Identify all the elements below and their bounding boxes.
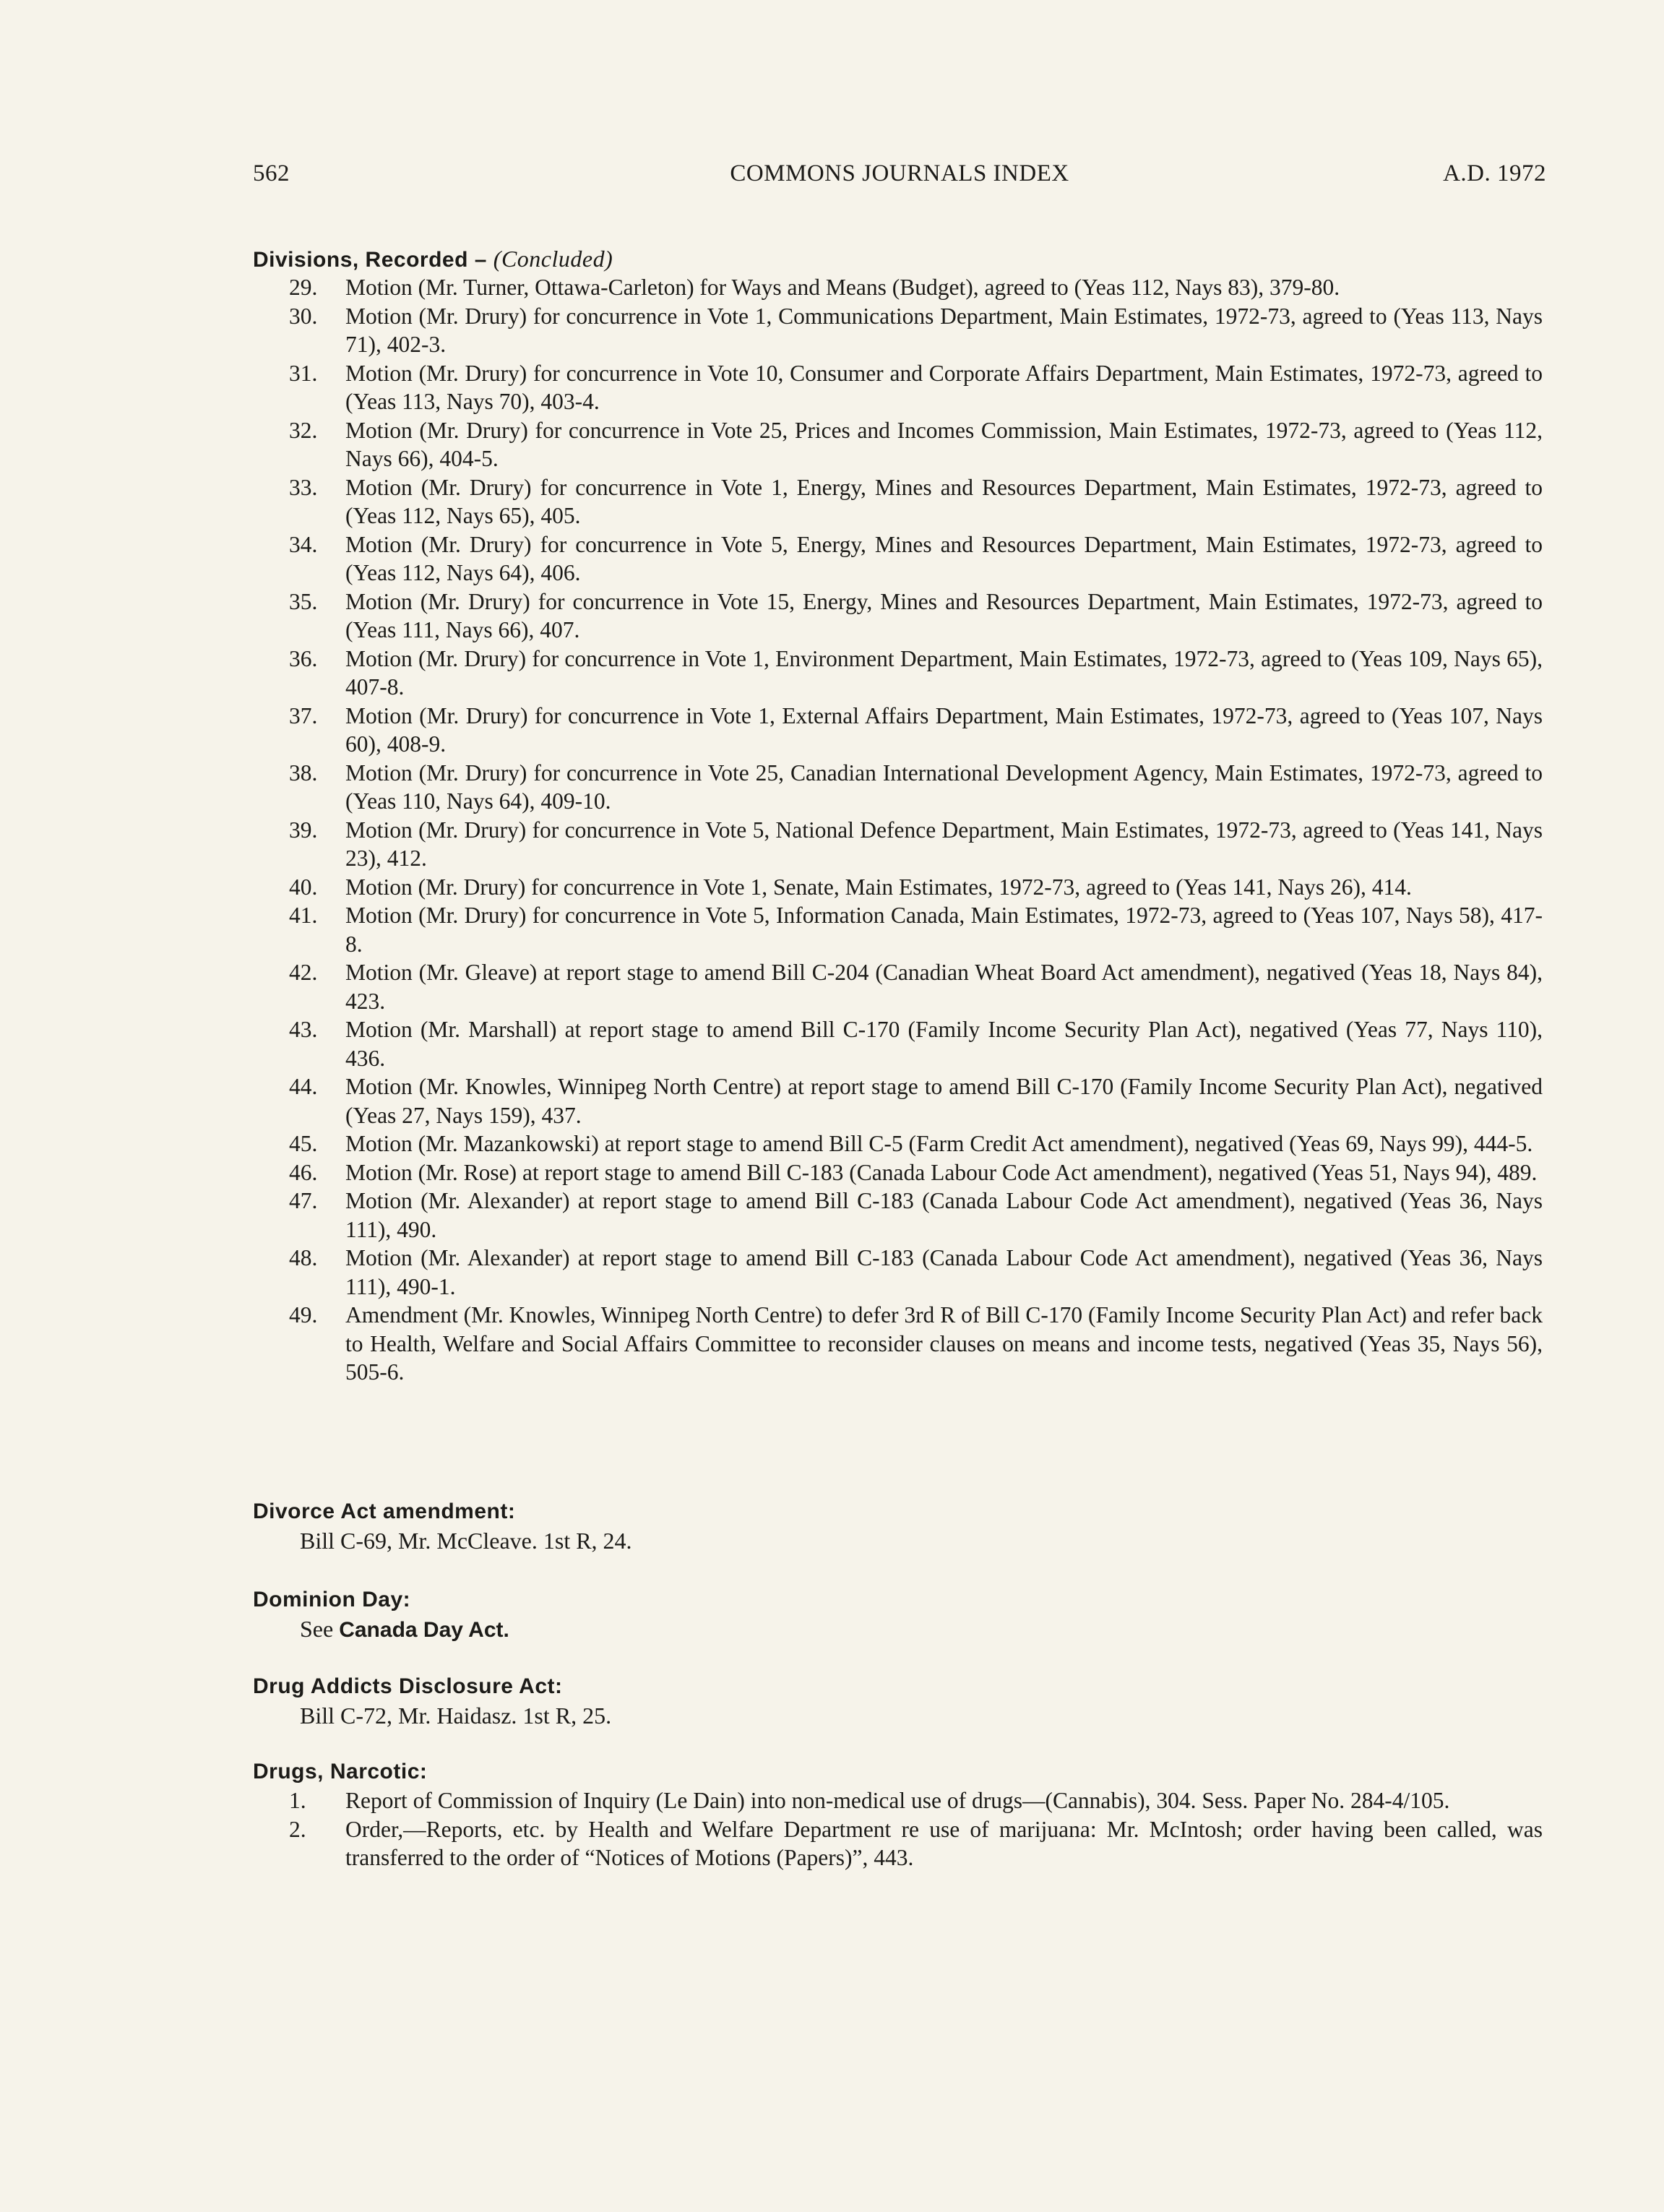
drug-addicts-entry: Bill C-72, Mr. Haidasz. 1st R, 25. — [300, 1703, 612, 1729]
division-entry — [253, 273, 1543, 302]
division-entry-number: 49. — [289, 1302, 318, 1327]
division-entry — [253, 873, 1543, 902]
divorce-heading: Divorce Act amendment: — [253, 1499, 516, 1523]
drugs-entry-text: Report of Commission of Inquiry (Le Dain) into non-medical use of drugs—(Cannabis), 304. Sess. Paper No. 284-4/105. — [345, 1788, 1450, 1813]
division-entry-number: 43. — [289, 1017, 318, 1042]
division-entry — [253, 1187, 1543, 1244]
division-entry-text: Motion (Mr. Drury) for concurrence in Vote 5, Energy, Mines and Resources Department, Main Estimates, 1972-73, agreed to (Yeas 112, Nays 64), 406. — [345, 531, 1543, 585]
division-entry-text: Motion (Mr. Mazankowski) at report stage to amend Bill C-5 (Farm Credit Act amendment), negatived (Yeas 69, Nays 99), 444-5. — [345, 1131, 1533, 1156]
division-entry-text: Motion (Mr. Gleave) at report stage to amend Bill C-204 (Canadian Wheat Board Act amendment), negatived (Yeas 18, Nays 84), 423. — [345, 960, 1543, 1014]
division-entry-text: Motion (Mr. Marshall) at report stage to amend Bill C-170 (Family Income Security Plan Act), negatived (Yeas 77, Nays 110), 436. — [345, 1017, 1543, 1071]
drugs-entry-number: 2. — [289, 1816, 306, 1842]
division-entry-text: Motion (Mr. Alexander) at report stage to amend Bill C-183 (Canada Labour Code Act amendment), negatived (Yeas 36, Nays 111), 490. — [345, 1188, 1543, 1242]
drugs-entry-text: Order,—Reports, etc. by Health and Welfare Department re use of marijuana: Mr. McIntosh; order having been called, was transferred to the order of “Notices of Motions (Papers)”, 443. — [345, 1816, 1543, 1870]
division-entry-number: 31. — [289, 360, 318, 386]
divorce-entry: Bill C-69, Mr. McCleave. 1st R, 24. — [300, 1528, 632, 1554]
drugs-entry — [253, 1815, 1543, 1872]
division-entry — [253, 530, 1543, 588]
division-entry-number: 38. — [289, 759, 318, 786]
drugs-list — [253, 1786, 1543, 1872]
division-entry-number: 39. — [289, 817, 318, 843]
running-title: COMMONS JOURNALS INDEX — [730, 160, 1069, 186]
division-entry-text: Motion (Mr. Drury) for concurrence in Vote 1, Energy, Mines and Resources Department, Main Estimates, 1972-73, agreed to (Yeas 112, Nays 65), 405. — [345, 474, 1543, 528]
division-entry-text: Motion (Mr. Rose) at report stage to amend Bill C-183 (Canada Labour Code Act amendment), negatived (Yeas 51, Nays 94), 489. — [345, 1159, 1538, 1185]
division-entry-number: 48. — [289, 1245, 318, 1270]
division-entry — [253, 1072, 1543, 1129]
divisions-heading — [253, 246, 613, 272]
division-entry-number: 32. — [289, 417, 318, 443]
division-entry-number: 33. — [289, 474, 318, 500]
division-entry-text: Motion (Mr. Turner, Ottawa-Carleton) for Ways and Means (Budget), agreed to (Yeas 112, Nays 83), 379-80. — [345, 275, 1340, 300]
division-entry — [253, 416, 1543, 473]
division-entry — [253, 1244, 1543, 1301]
page-number: 562 — [253, 160, 290, 186]
division-entry — [253, 1158, 1543, 1187]
division-entry-text: Motion (Mr. Drury) for concurrence in Vote 5, National Defence Department, Main Estimates, 1972-73, agreed to (Yeas 141, Nays 23), 412. — [345, 817, 1543, 871]
division-entry — [253, 958, 1543, 1015]
division-entry-number: 34. — [289, 531, 318, 557]
division-entry-number: 36. — [289, 645, 318, 671]
divisions-heading-label: Divisions, Recorded – — [253, 248, 493, 272]
dominion-entry — [300, 1616, 509, 1643]
year-label: A.D. 1972 — [1443, 160, 1546, 186]
division-entry — [253, 702, 1543, 759]
divisions-heading-concluded: (Concluded) — [493, 246, 613, 272]
division-entry-text: Motion (Mr. Drury) for concurrence in Vote 1, Senate, Main Estimates, 1972-73, agreed to (Yeas 141, Nays 26), 414. — [345, 874, 1412, 900]
division-entry-text: Motion (Mr. Drury) for concurrence in Vote 5, Information Canada, Main Estimates, 1972-73, agreed to (Yeas 107, Nays 58), 417-8. — [345, 903, 1543, 957]
page-header — [253, 160, 1546, 197]
division-entry-text: Motion (Mr. Drury) for concurrence in Vote 25, Prices and Incomes Commission, Main Estimates, 1972-73, agreed to (Yeas 112, Nays 66), 404-5. — [345, 417, 1543, 471]
division-entry-text: Motion (Mr. Knowles, Winnipeg North Centre) at report stage to amend Bill C-170 (Family Income Security Plan Act), negatived (Yeas 27, Nays 159), 437. — [345, 1074, 1543, 1128]
division-entry — [253, 816, 1543, 873]
division-entry-number: 35. — [289, 588, 318, 614]
division-entry-number: 47. — [289, 1188, 318, 1213]
division-entry-text: Motion (Mr. Drury) for concurrence in Vote 1, Environment Department, Main Estimates, 1972-73, agreed to (Yeas 109, Nays 65), 407-8. — [345, 645, 1543, 700]
drugs-heading: Drugs, Narcotic: — [253, 1760, 428, 1783]
drug-addicts-heading: Drug Addicts Disclosure Act: — [253, 1674, 563, 1698]
division-entry-text: Motion (Mr. Alexander) at report stage to amend Bill C-183 (Canada Labour Code Act amendment), negatived (Yeas 36, Nays 111), 490-1. — [345, 1245, 1543, 1299]
dominion-heading: Dominion Day: — [253, 1588, 411, 1611]
division-entry-number: 37. — [289, 702, 318, 728]
divisions-list — [253, 273, 1543, 1387]
division-entry-number: 42. — [289, 960, 318, 985]
dominion-see: See — [300, 1616, 340, 1642]
division-entry-number: 45. — [289, 1131, 318, 1156]
division-entry-number: 41. — [289, 903, 318, 928]
division-entry-number: 46. — [289, 1159, 318, 1185]
division-entry — [253, 359, 1543, 416]
division-entry-text: Motion (Mr. Drury) for concurrence in Vote 25, Canadian International Development Agency, Main Estimates, 1972-73, agreed to (Yeas 110, Nays 64), 409-10. — [345, 759, 1543, 814]
division-entry-text: Motion (Mr. Drury) for concurrence in Vote 15, Energy, Mines and Resources Department, Main Estimates, 1972-73, agreed to (Yeas 111, Nays 66), 407. — [345, 588, 1543, 642]
division-entry — [253, 1129, 1543, 1158]
division-entry-text: Motion (Mr. Drury) for concurrence in Vote 10, Consumer and Corporate Affairs Department, Main Estimates, 1972-73, agreed to (Yeas 113, Nays 70), 403-4. — [345, 360, 1543, 414]
division-entry-text: Motion (Mr. Drury) for concurrence in Vote 1, External Affairs Department, Main Estimates, 1972-73, agreed to (Yeas 107, Nays 60), 408-9. — [345, 702, 1543, 757]
drugs-entry-number: 1. — [289, 1788, 306, 1813]
division-entry — [253, 302, 1543, 359]
division-entry — [253, 1301, 1543, 1387]
division-entry — [253, 759, 1543, 816]
division-entry — [253, 901, 1543, 958]
division-entry-number: 40. — [289, 874, 318, 900]
division-entry — [253, 588, 1543, 645]
dominion-ref: Canada Day Act. — [339, 1618, 509, 1642]
division-entry — [253, 1015, 1543, 1072]
division-entry — [253, 645, 1543, 702]
division-entry-number: 44. — [289, 1074, 318, 1099]
division-entry-text: Amendment (Mr. Knowles, Winnipeg North Centre) to defer 3rd R of Bill C-170 (Family Income Security Plan Act) and refer back to Health, Welfare and Social Affairs Committee to reconsider clauses on means and income tests, negatived (Yeas 35, Nays 56), 505-6. — [345, 1302, 1543, 1385]
division-entry — [253, 473, 1543, 530]
drugs-entry — [253, 1786, 1543, 1815]
division-entry-number: 29. — [289, 275, 318, 300]
division-entry-number: 30. — [289, 303, 318, 329]
division-entry-text: Motion (Mr. Drury) for concurrence in Vote 1, Communications Department, Main Estimates, 1972-73, agreed to (Yeas 113, Nays 71), 402-3. — [345, 303, 1543, 357]
